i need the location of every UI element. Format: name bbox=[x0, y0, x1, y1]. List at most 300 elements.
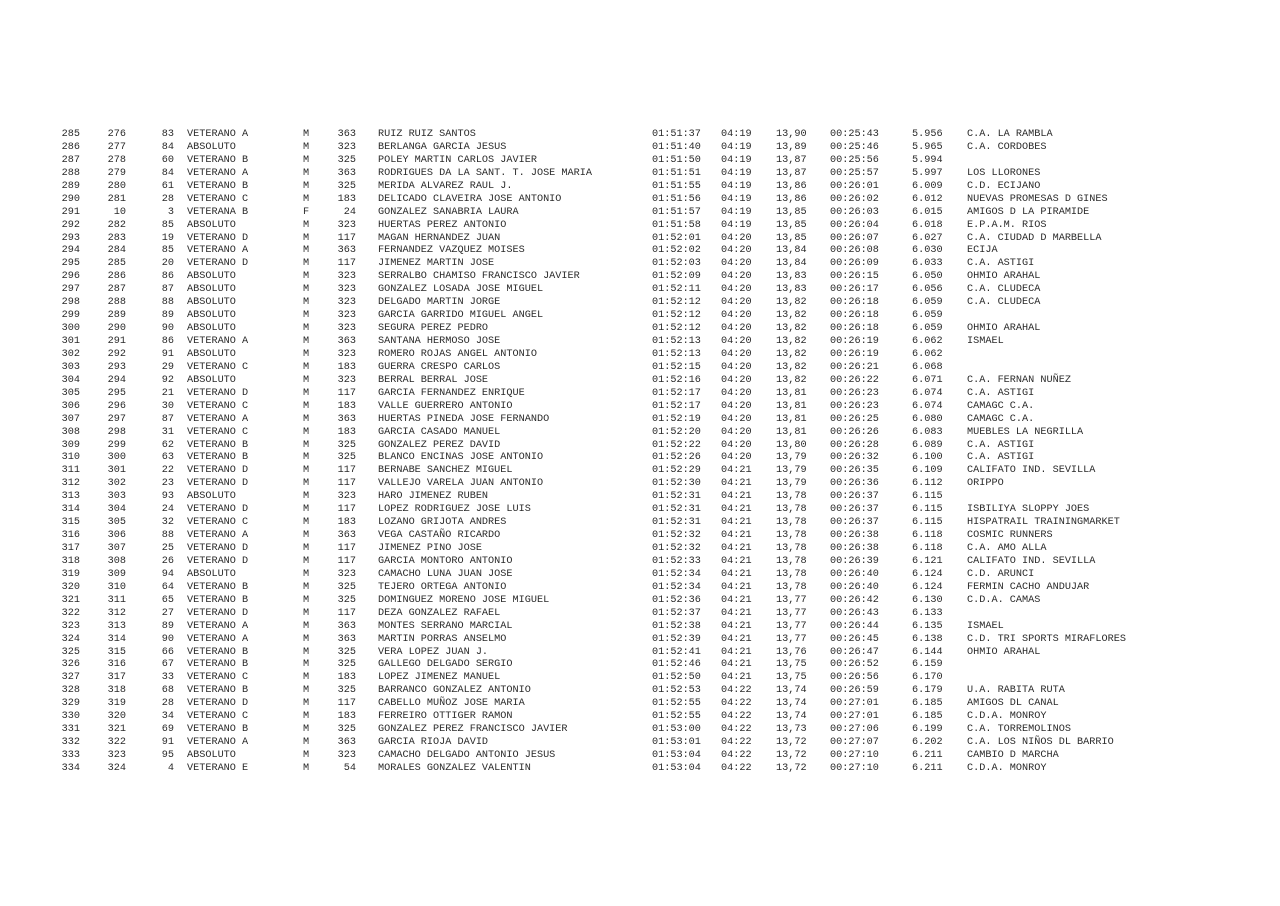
cell-points: 5.994 bbox=[912, 154, 943, 166]
cell-points: 6.144 bbox=[912, 646, 943, 658]
cell-club: C.A. FERNAN NUÑEZ bbox=[967, 374, 1071, 386]
cell-speed: 13,82 bbox=[776, 323, 807, 335]
cell-category: ABSOLUTO bbox=[187, 310, 236, 322]
cell-category: ABSOLUTO bbox=[187, 141, 236, 153]
cell-time-gap: 00:27:10 bbox=[830, 750, 879, 761]
cell-sex: M bbox=[303, 750, 310, 761]
cell-time-gap: 00:26:01 bbox=[830, 180, 879, 192]
cell-category-total: 363 bbox=[337, 737, 356, 749]
cell-overall-position: 304 bbox=[61, 374, 80, 386]
cell-speed: 13,81 bbox=[776, 400, 807, 412]
cell-category-total: 183 bbox=[337, 400, 356, 412]
cell-speed: 13,84 bbox=[776, 245, 807, 257]
cell-category-position: 20 bbox=[161, 258, 174, 270]
cell-time-gap: 00:26:38 bbox=[830, 530, 879, 542]
cell-finish-time: 01:52:12 bbox=[652, 323, 701, 335]
cell-points: 6.199 bbox=[912, 724, 943, 736]
cell-sex: M bbox=[303, 258, 310, 270]
cell-category-position: 62 bbox=[161, 439, 174, 451]
cell-category: ABSOLUTO bbox=[187, 750, 236, 761]
cell-sex: M bbox=[303, 620, 310, 632]
cell-category: VETERANO D bbox=[187, 504, 249, 516]
cell-category: VETERANO D bbox=[187, 478, 249, 490]
cell-club: C.A. CLUDECA bbox=[967, 284, 1041, 296]
cell-category-position: 90 bbox=[161, 323, 174, 335]
cell-pace: 04:20 bbox=[721, 310, 752, 322]
cell-speed: 13,87 bbox=[776, 154, 807, 166]
cell-gender-position: 281 bbox=[107, 193, 126, 205]
cell-runner-name: GARCIA CASADO MANUEL bbox=[378, 426, 501, 438]
cell-overall-position: 322 bbox=[61, 607, 80, 619]
cell-finish-time: 01:52:55 bbox=[652, 711, 701, 723]
cell-finish-time: 01:51:40 bbox=[652, 141, 701, 153]
cell-category-position: 68 bbox=[161, 685, 174, 697]
cell-club: OHMIO ARAHAL bbox=[967, 271, 1041, 283]
cell-overall-position: 306 bbox=[61, 400, 80, 412]
cell-sex: M bbox=[303, 530, 310, 542]
cell-pace: 04:22 bbox=[721, 724, 752, 736]
cell-category-position: 23 bbox=[161, 478, 174, 490]
cell-overall-position: 302 bbox=[61, 348, 80, 360]
cell-points: 6.062 bbox=[912, 336, 943, 347]
cell-pace: 04:20 bbox=[721, 361, 752, 373]
cell-category-total: 323 bbox=[337, 297, 356, 309]
cell-points: 6.124 bbox=[912, 568, 943, 580]
cell-points: 5.956 bbox=[912, 129, 943, 140]
cell-speed: 13,78 bbox=[776, 517, 807, 529]
cell-runner-name: SERRALBO CHAMISO FRANCISCO JAVIER bbox=[378, 271, 580, 283]
cell-gender-position: 298 bbox=[107, 426, 126, 438]
cell-gender-position: 315 bbox=[107, 646, 126, 658]
cell-pace: 04:20 bbox=[721, 258, 752, 270]
cell-category: VETERANO A bbox=[187, 167, 249, 179]
cell-overall-position: 307 bbox=[61, 413, 80, 425]
cell-club: ISMAEL bbox=[967, 336, 1004, 347]
cell-time-gap: 00:26:38 bbox=[830, 543, 879, 554]
cell-overall-position: 329 bbox=[61, 698, 80, 710]
cell-category: VETERANO A bbox=[187, 633, 249, 645]
cell-finish-time: 01:52:30 bbox=[652, 478, 701, 490]
cell-sex: M bbox=[303, 193, 310, 205]
cell-runner-name: HUERTAS PINEDA JOSE FERNANDO bbox=[378, 413, 550, 425]
cell-gender-position: 310 bbox=[107, 581, 126, 593]
cell-runner-name: DELGADO MARTIN JORGE bbox=[378, 297, 501, 309]
cell-time-gap: 00:26:19 bbox=[830, 348, 879, 360]
cell-speed: 13,78 bbox=[776, 504, 807, 516]
cell-category-position: 83 bbox=[161, 129, 174, 140]
cell-overall-position: 291 bbox=[61, 206, 80, 218]
cell-sex: M bbox=[303, 232, 310, 244]
cell-category: VETERANO C bbox=[187, 361, 249, 373]
cell-gender-position: 311 bbox=[107, 594, 126, 606]
cell-category-total: 325 bbox=[337, 659, 356, 671]
cell-pace: 04:22 bbox=[721, 762, 752, 774]
cell-points: 6.115 bbox=[912, 517, 943, 529]
cell-overall-position: 305 bbox=[61, 387, 80, 399]
cell-category: VETERANO A bbox=[187, 620, 249, 632]
cell-gender-position: 320 bbox=[107, 711, 126, 723]
cell-overall-position: 325 bbox=[61, 646, 80, 658]
cell-pace: 04:20 bbox=[721, 374, 752, 386]
cell-gender-position: 294 bbox=[107, 374, 126, 386]
cell-gender-position: 10 bbox=[113, 206, 126, 218]
cell-club: ORIPPO bbox=[967, 478, 1004, 490]
cell-time-gap: 00:26:19 bbox=[830, 336, 879, 347]
cell-speed: 13,84 bbox=[776, 258, 807, 270]
cell-runner-name: GARCIA GARRIDO MIGUEL ANGEL bbox=[378, 310, 544, 322]
cell-pace: 04:21 bbox=[721, 543, 752, 554]
cell-gender-position: 278 bbox=[107, 154, 126, 166]
cell-finish-time: 01:52:12 bbox=[652, 297, 701, 309]
cell-club: C.A. CIUDAD D MARBELLA bbox=[967, 232, 1102, 244]
cell-category-position: 21 bbox=[161, 387, 174, 399]
cell-category-total: 183 bbox=[337, 193, 356, 205]
cell-club: C.A. ASTIGI bbox=[967, 258, 1035, 270]
cell-runner-name: RUIZ RUIZ SANTOS bbox=[378, 129, 476, 140]
cell-pace: 04:19 bbox=[721, 193, 752, 205]
cell-category-total: 363 bbox=[337, 413, 356, 425]
cell-pace: 04:21 bbox=[721, 620, 752, 632]
cell-time-gap: 00:26:43 bbox=[830, 607, 879, 619]
cell-pace: 04:20 bbox=[721, 387, 752, 399]
cell-category: VETERANO B bbox=[187, 154, 249, 166]
cell-category-total: 183 bbox=[337, 517, 356, 529]
cell-category: VETERANO E bbox=[187, 762, 249, 774]
cell-finish-time: 01:52:26 bbox=[652, 452, 701, 464]
cell-finish-time: 01:52:12 bbox=[652, 310, 701, 322]
cell-sex: M bbox=[303, 271, 310, 283]
cell-overall-position: 309 bbox=[61, 439, 80, 451]
cell-category-position: 30 bbox=[161, 400, 174, 412]
cell-time-gap: 00:26:39 bbox=[830, 555, 879, 567]
cell-finish-time: 01:52:34 bbox=[652, 568, 701, 580]
cell-pace: 04:20 bbox=[721, 297, 752, 309]
cell-speed: 13,82 bbox=[776, 310, 807, 322]
cell-finish-time: 01:53:00 bbox=[652, 724, 701, 736]
cell-category-position: 67 bbox=[161, 659, 174, 671]
cell-club: OHMIO ARAHAL bbox=[967, 646, 1041, 658]
cell-gender-position: 292 bbox=[107, 348, 126, 360]
cell-finish-time: 01:51:58 bbox=[652, 219, 701, 231]
cell-points: 6.009 bbox=[912, 180, 943, 192]
cell-club: C.D.A. MONROY bbox=[967, 762, 1047, 774]
cell-category-total: 54 bbox=[343, 762, 356, 774]
cell-pace: 04:21 bbox=[721, 491, 752, 503]
cell-gender-position: 306 bbox=[107, 530, 126, 542]
cell-sex: M bbox=[303, 672, 310, 684]
cell-category: VETERANO B bbox=[187, 439, 249, 451]
cell-overall-position: 327 bbox=[61, 672, 80, 684]
cell-gender-position: 299 bbox=[107, 439, 126, 451]
cell-club: C.A. ASTIGI bbox=[967, 452, 1035, 464]
cell-category-position: 31 bbox=[161, 426, 174, 438]
cell-sex: M bbox=[303, 724, 310, 736]
cell-category-total: 24 bbox=[343, 206, 356, 218]
cell-category-total: 323 bbox=[337, 284, 356, 296]
cell-sex: M bbox=[303, 607, 310, 619]
cell-gender-position: 322 bbox=[107, 737, 126, 749]
cell-speed: 13,78 bbox=[776, 568, 807, 580]
cell-category: VETERANO C bbox=[187, 193, 249, 205]
cell-sex: M bbox=[303, 219, 310, 231]
cell-club: MUEBLES LA NEGRILLA bbox=[967, 426, 1084, 438]
cell-sex: M bbox=[303, 413, 310, 425]
cell-pace: 04:20 bbox=[721, 413, 752, 425]
cell-category: VETERANO C bbox=[187, 400, 249, 412]
cell-speed: 13,72 bbox=[776, 737, 807, 749]
cell-speed: 13,77 bbox=[776, 594, 807, 606]
cell-club: C.D. TRI SPORTS MIRAFLORES bbox=[967, 633, 1126, 645]
cell-runner-name: GARCIA RIOJA DAVID bbox=[378, 737, 489, 749]
cell-category-total: 117 bbox=[337, 465, 356, 477]
cell-category-position: 91 bbox=[161, 348, 174, 360]
cell-category: VETERANA B bbox=[187, 206, 249, 218]
cell-overall-position: 324 bbox=[61, 633, 80, 645]
cell-speed: 13,83 bbox=[776, 271, 807, 283]
cell-category-total: 363 bbox=[337, 336, 356, 347]
cell-sex: M bbox=[303, 297, 310, 309]
cell-runner-name: MORALES GONZALEZ VALENTIN bbox=[378, 762, 531, 774]
cell-category: VETERANO D bbox=[187, 258, 249, 270]
cell-category: ABSOLUTO bbox=[187, 323, 236, 335]
cell-points: 6.033 bbox=[912, 258, 943, 270]
cell-runner-name: JIMENEZ PINO JOSE bbox=[378, 543, 482, 554]
cell-finish-time: 01:52:11 bbox=[652, 284, 701, 296]
cell-points: 6.133 bbox=[912, 607, 943, 619]
cell-category: VETERANO D bbox=[187, 232, 249, 244]
cell-sex: M bbox=[303, 762, 310, 774]
cell-overall-position: 321 bbox=[61, 594, 80, 606]
cell-speed: 13,87 bbox=[776, 167, 807, 179]
cell-time-gap: 00:27:01 bbox=[830, 711, 879, 723]
cell-category: ABSOLUTO bbox=[187, 297, 236, 309]
cell-category-total: 183 bbox=[337, 711, 356, 723]
cell-category-position: 28 bbox=[161, 193, 174, 205]
cell-overall-position: 310 bbox=[61, 452, 80, 464]
cell-pace: 04:21 bbox=[721, 672, 752, 684]
cell-points: 6.015 bbox=[912, 206, 943, 218]
cell-points: 6.018 bbox=[912, 219, 943, 231]
cell-category-position: 29 bbox=[161, 361, 174, 373]
cell-runner-name: GONZALEZ SANABRIA LAURA bbox=[378, 206, 519, 218]
cell-category: VETERANO C bbox=[187, 426, 249, 438]
cell-club: OHMIO ARAHAL bbox=[967, 323, 1041, 335]
cell-category-total: 363 bbox=[337, 530, 356, 542]
cell-gender-position: 290 bbox=[107, 323, 126, 335]
cell-points: 6.185 bbox=[912, 711, 943, 723]
cell-category: VETERANO D bbox=[187, 465, 249, 477]
cell-overall-position: 313 bbox=[61, 491, 80, 503]
cell-category-position: 19 bbox=[161, 232, 174, 244]
cell-sex: M bbox=[303, 284, 310, 296]
cell-category-total: 325 bbox=[337, 724, 356, 736]
cell-finish-time: 01:52:03 bbox=[652, 258, 701, 270]
cell-overall-position: 287 bbox=[61, 154, 80, 166]
cell-finish-time: 01:52:46 bbox=[652, 659, 701, 671]
cell-overall-position: 298 bbox=[61, 297, 80, 309]
cell-category-total: 117 bbox=[337, 387, 356, 399]
cell-pace: 04:19 bbox=[721, 180, 752, 192]
cell-speed: 13,85 bbox=[776, 232, 807, 244]
cell-pace: 04:20 bbox=[721, 271, 752, 283]
cell-category-position: 85 bbox=[161, 245, 174, 257]
cell-category-position: 22 bbox=[161, 465, 174, 477]
cell-speed: 13,81 bbox=[776, 387, 807, 399]
cell-finish-time: 01:52:02 bbox=[652, 245, 701, 257]
cell-time-gap: 00:26:08 bbox=[830, 245, 879, 257]
cell-points: 6.118 bbox=[912, 530, 943, 542]
cell-overall-position: 319 bbox=[61, 568, 80, 580]
cell-category-position: 65 bbox=[161, 594, 174, 606]
cell-finish-time: 01:52:31 bbox=[652, 491, 701, 503]
cell-category-total: 117 bbox=[337, 607, 356, 619]
cell-gender-position: 293 bbox=[107, 361, 126, 373]
cell-category-total: 325 bbox=[337, 180, 356, 192]
cell-points: 6.056 bbox=[912, 284, 943, 296]
cell-pace: 04:22 bbox=[721, 711, 752, 723]
cell-time-gap: 00:26:26 bbox=[830, 426, 879, 438]
cell-time-gap: 00:26:23 bbox=[830, 387, 879, 399]
cell-points: 6.050 bbox=[912, 271, 943, 283]
cell-pace: 04:19 bbox=[721, 167, 752, 179]
cell-runner-name: BLANCO ENCINAS JOSE ANTONIO bbox=[378, 452, 544, 464]
cell-pace: 04:20 bbox=[721, 245, 752, 257]
cell-points: 6.124 bbox=[912, 581, 943, 593]
cell-category-total: 363 bbox=[337, 633, 356, 645]
cell-sex: M bbox=[303, 336, 310, 347]
cell-overall-position: 289 bbox=[61, 180, 80, 192]
cell-sex: M bbox=[303, 180, 310, 192]
cell-gender-position: 300 bbox=[107, 452, 126, 464]
cell-sex: M bbox=[303, 323, 310, 335]
cell-category-total: 323 bbox=[337, 568, 356, 580]
cell-category-total: 183 bbox=[337, 426, 356, 438]
cell-club: CAMAGC C.A. bbox=[967, 413, 1035, 425]
cell-sex: F bbox=[303, 206, 310, 218]
cell-pace: 04:21 bbox=[721, 659, 752, 671]
cell-category-total: 117 bbox=[337, 543, 356, 554]
cell-overall-position: 311 bbox=[61, 465, 80, 477]
cell-speed: 13,74 bbox=[776, 685, 807, 697]
cell-sex: M bbox=[303, 154, 310, 166]
cell-points: 6.074 bbox=[912, 387, 943, 399]
cell-pace: 04:19 bbox=[721, 154, 752, 166]
cell-points: 6.135 bbox=[912, 620, 943, 632]
cell-category-position: 88 bbox=[161, 530, 174, 542]
cell-time-gap: 00:27:07 bbox=[830, 737, 879, 749]
cell-time-gap: 00:26:37 bbox=[830, 491, 879, 503]
cell-runner-name: GONZALEZ PEREZ DAVID bbox=[378, 439, 501, 451]
cell-sex: M bbox=[303, 568, 310, 580]
cell-sex: M bbox=[303, 685, 310, 697]
cell-overall-position: 288 bbox=[61, 167, 80, 179]
cell-finish-time: 01:52:31 bbox=[652, 517, 701, 529]
cell-gender-position: 301 bbox=[107, 465, 126, 477]
cell-pace: 04:21 bbox=[721, 555, 752, 567]
cell-sex: M bbox=[303, 452, 310, 464]
cell-points: 6.100 bbox=[912, 452, 943, 464]
cell-overall-position: 312 bbox=[61, 478, 80, 490]
cell-finish-time: 01:52:17 bbox=[652, 400, 701, 412]
cell-speed: 13,82 bbox=[776, 348, 807, 360]
cell-club: C.D.A. MONROY bbox=[967, 711, 1047, 723]
cell-category-total: 323 bbox=[337, 271, 356, 283]
cell-speed: 13,79 bbox=[776, 452, 807, 464]
cell-club: E.P.A.M. RIOS bbox=[967, 219, 1047, 231]
cell-club: HISPATRAIL TRAININGMARKET bbox=[967, 517, 1120, 529]
cell-points: 6.211 bbox=[912, 750, 943, 761]
cell-finish-time: 01:52:32 bbox=[652, 530, 701, 542]
cell-runner-name: GALLEGO DELGADO SERGIO bbox=[378, 659, 513, 671]
cell-points: 6.083 bbox=[912, 426, 943, 438]
cell-sex: M bbox=[303, 633, 310, 645]
cell-category: ABSOLUTO bbox=[187, 568, 236, 580]
cell-sex: M bbox=[303, 374, 310, 386]
cell-runner-name: HUERTAS PEREZ ANTONIO bbox=[378, 219, 507, 231]
cell-pace: 04:21 bbox=[721, 517, 752, 529]
cell-points: 6.202 bbox=[912, 737, 943, 749]
cell-speed: 13,75 bbox=[776, 659, 807, 671]
cell-time-gap: 00:26:04 bbox=[830, 219, 879, 231]
cell-category: VETERANO B bbox=[187, 594, 249, 606]
cell-pace: 04:22 bbox=[721, 737, 752, 749]
cell-runner-name: CAMACHO LUNA JUAN JOSE bbox=[378, 568, 513, 580]
cell-points: 6.071 bbox=[912, 374, 943, 386]
cell-category-total: 323 bbox=[337, 750, 356, 761]
cell-speed: 13,79 bbox=[776, 478, 807, 490]
cell-category: VETERANO A bbox=[187, 737, 249, 749]
cell-finish-time: 01:52:19 bbox=[652, 413, 701, 425]
cell-category-position: 95 bbox=[161, 750, 174, 761]
cell-category: VETERANO A bbox=[187, 129, 249, 140]
cell-gender-position: 318 bbox=[107, 685, 126, 697]
cell-pace: 04:19 bbox=[721, 129, 752, 140]
cell-overall-position: 286 bbox=[61, 141, 80, 153]
cell-category-position: 4 bbox=[167, 762, 174, 774]
cell-points: 5.997 bbox=[912, 167, 943, 179]
cell-finish-time: 01:52:53 bbox=[652, 685, 701, 697]
cell-overall-position: 330 bbox=[61, 711, 80, 723]
cell-category-position: 87 bbox=[161, 413, 174, 425]
cell-pace: 04:21 bbox=[721, 504, 752, 516]
cell-pace: 04:20 bbox=[721, 348, 752, 360]
cell-category: ABSOLUTO bbox=[187, 491, 236, 503]
cell-sex: M bbox=[303, 400, 310, 412]
cell-overall-position: 299 bbox=[61, 310, 80, 322]
cell-time-gap: 00:26:32 bbox=[830, 452, 879, 464]
cell-time-gap: 00:26:37 bbox=[830, 504, 879, 516]
cell-category-position: 91 bbox=[161, 737, 174, 749]
cell-runner-name: DELICADO CLAVEIRA JOSE ANTONIO bbox=[378, 193, 562, 205]
cell-runner-name: GUERRA CRESPO CARLOS bbox=[378, 361, 501, 373]
cell-runner-name: CABELLO MUÑOZ JOSE MARIA bbox=[378, 698, 525, 710]
cell-sex: M bbox=[303, 167, 310, 179]
cell-category-position: 85 bbox=[161, 219, 174, 231]
cell-overall-position: 303 bbox=[61, 361, 80, 373]
cell-category-position: 87 bbox=[161, 284, 174, 296]
cell-runner-name: VALLE GUERRERO ANTONIO bbox=[378, 400, 513, 412]
cell-speed: 13,77 bbox=[776, 633, 807, 645]
cell-sex: M bbox=[303, 387, 310, 399]
cell-gender-position: 277 bbox=[107, 141, 126, 153]
cell-category-position: 33 bbox=[161, 672, 174, 684]
cell-points: 6.074 bbox=[912, 400, 943, 412]
cell-club: C.A. LOS NIÑOS DL BARRIO bbox=[967, 737, 1114, 749]
cell-sex: M bbox=[303, 711, 310, 723]
cell-points: 6.112 bbox=[912, 478, 943, 490]
cell-time-gap: 00:26:18 bbox=[830, 323, 879, 335]
cell-overall-position: 328 bbox=[61, 685, 80, 697]
